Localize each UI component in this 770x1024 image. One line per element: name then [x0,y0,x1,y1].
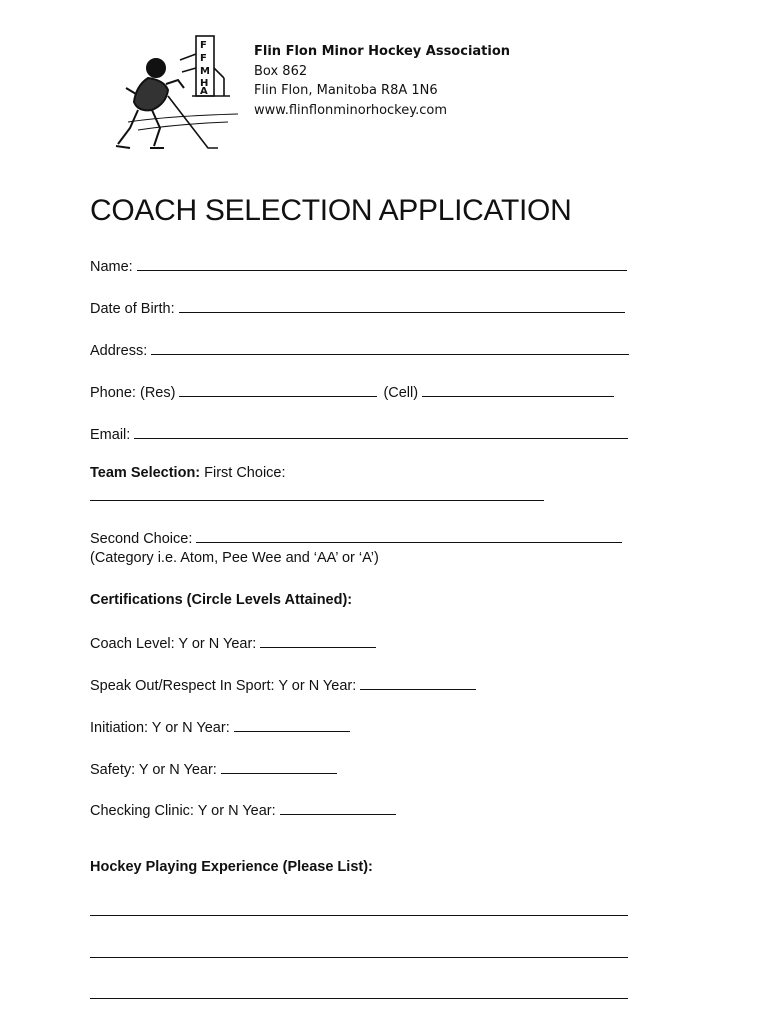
org-website: www.flinflonminorhockey.com [254,102,447,118]
team-selection-label: Team Selection: [90,465,201,481]
cert-checking-clinic-year-field[interactable] [280,800,396,815]
email-label: Email: [90,427,131,443]
phone-cell-label: (Cell) [383,385,419,401]
first-choice-field[interactable] [90,500,544,501]
experience-heading-text: Hockey Playing Experience (Please List): [90,859,373,875]
phone-res-field[interactable] [179,382,377,397]
phone-cell-field[interactable] [422,382,614,397]
svg-text:M: M [200,66,210,77]
cert-checking-clinic-row [90,800,396,819]
first-choice-label: First Choice: [204,465,286,481]
cert-coach-level-year-field[interactable] [260,633,376,648]
phone-row [90,382,614,401]
experience-line-3[interactable] [90,998,628,999]
address-field[interactable] [151,340,629,355]
cert-initiation-year-field[interactable] [234,717,350,732]
org-box: Box 862 [254,63,308,79]
name-field[interactable] [137,256,627,271]
name-row [90,256,627,275]
organization-block [254,42,510,120]
dob-field[interactable] [179,298,625,313]
experience-line-2[interactable] [90,957,628,958]
org-city: Flin Flon, Manitoba R8A 1N6 [254,83,438,98]
cert-speak-out-year-field[interactable] [360,675,476,690]
svg-text:A: A [200,86,208,97]
category-note [90,550,379,566]
page-title: COACH SELECTION APPLICATION [90,194,572,227]
category-note-text: (Category i.e. Atom, Pee Wee and ‘AA’ or ‘A’) [90,550,379,566]
experience-heading [90,859,373,875]
dob-row [90,298,625,317]
logo-letters [200,40,210,97]
address-row [90,340,629,359]
phone-res-label: Phone: (Res) [90,385,176,401]
cert-initiation-row [90,717,350,736]
certifications-heading-text: Certifications (Circle Levels Attained): [90,592,353,608]
svg-text:F: F [200,40,207,51]
cert-initiation-label: Initiation: Y or N Year: [90,720,230,736]
cert-speak-out-row [90,675,476,694]
second-choice-label: Second Choice: [90,531,193,547]
dob-label: Date of Birth: [90,301,175,317]
cert-checking-clinic-label: Checking Clinic: Y or N Year: [90,803,276,819]
cert-coach-level-row [90,633,376,652]
cert-safety-label: Safety: Y or N Year: [90,762,217,778]
org-name: Flin Flon Minor Hockey Association [254,44,511,59]
second-choice-field[interactable] [196,528,622,543]
svg-text:F: F [200,53,207,64]
cert-safety-year-field[interactable] [221,759,337,774]
email-field[interactable] [134,424,628,439]
hockey-player-graphic [116,59,238,148]
name-label: Name: [90,259,133,275]
second-choice-row [90,528,622,547]
svg-text:H: H [200,78,209,89]
cert-coach-level-label: Coach Level: Y or N Year: [90,636,257,652]
ffmha-logo [108,32,248,160]
email-row [90,424,628,443]
certifications-heading [90,592,352,608]
cert-speak-out-label: Speak Out/Respect In Sport: Y or N Year: [90,678,357,694]
cert-safety-row [90,759,337,778]
experience-line-1[interactable] [90,915,628,916]
team-selection-row [90,465,286,481]
address-label: Address: [90,343,148,359]
